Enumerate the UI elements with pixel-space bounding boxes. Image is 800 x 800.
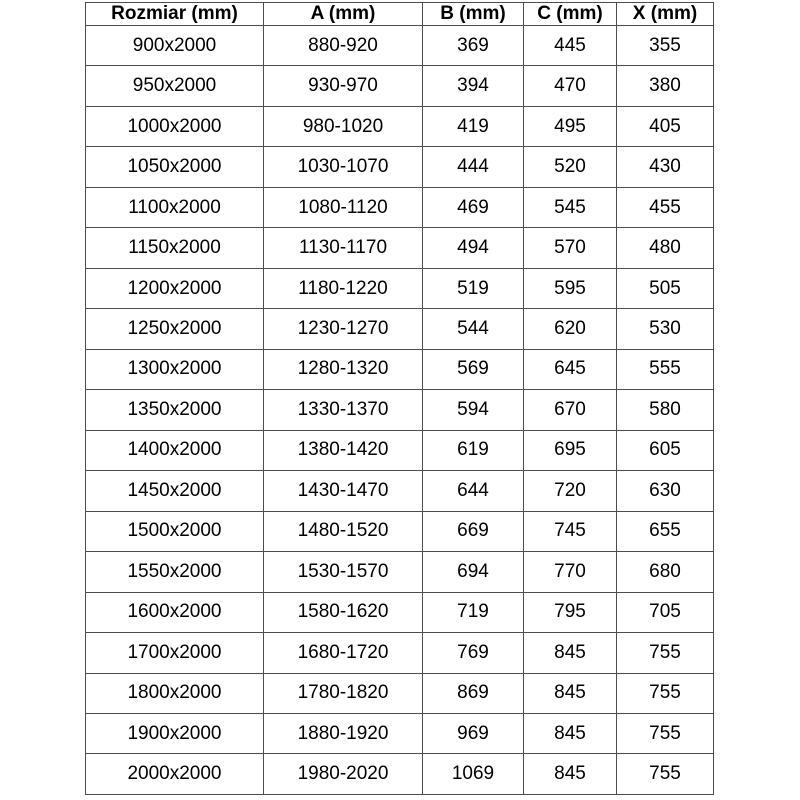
size-table-container — [85, 2, 713, 795]
table-row — [86, 106, 714, 146]
table-cell: 1150x2000 — [86, 228, 264, 268]
table-cell: 1780-1820 — [264, 673, 423, 713]
table-cell: 595 — [524, 268, 617, 308]
table-cell: 620 — [524, 309, 617, 349]
column-header: Rozmiar (mm) — [86, 3, 264, 26]
table-cell: 745 — [524, 511, 617, 551]
table-cell: 1700x2000 — [86, 633, 264, 673]
table-cell: 845 — [524, 633, 617, 673]
table-cell: 795 — [524, 592, 617, 632]
table-row — [86, 754, 714, 795]
table-cell: 770 — [524, 552, 617, 592]
column-header: B (mm) — [423, 3, 524, 26]
table-row — [86, 390, 714, 430]
table-cell: 1350x2000 — [86, 390, 264, 430]
table-cell: 444 — [423, 147, 524, 187]
table-cell: 845 — [524, 673, 617, 713]
table-cell: 445 — [524, 26, 617, 66]
table-cell: 755 — [617, 633, 714, 673]
table-cell: 845 — [524, 713, 617, 753]
table-cell: 1000x2000 — [86, 106, 264, 146]
table-row — [86, 228, 714, 268]
table-cell: 1380-1420 — [264, 430, 423, 470]
table-cell: 530 — [617, 309, 714, 349]
table-cell: 1430-1470 — [264, 471, 423, 511]
table-cell: 419 — [423, 106, 524, 146]
table-cell: 669 — [423, 511, 524, 551]
table-row — [86, 552, 714, 592]
table-cell: 605 — [617, 430, 714, 470]
table-cell: 2000x2000 — [86, 754, 264, 795]
table-cell: 594 — [423, 390, 524, 430]
table-cell: 1230-1270 — [264, 309, 423, 349]
table-cell: 455 — [617, 187, 714, 227]
table-cell: 720 — [524, 471, 617, 511]
table-cell: 705 — [617, 592, 714, 632]
table-row — [86, 309, 714, 349]
table-cell: 880-920 — [264, 26, 423, 66]
table-cell: 969 — [423, 713, 524, 753]
table-cell: 544 — [423, 309, 524, 349]
table-cell: 1330-1370 — [264, 390, 423, 430]
table-cell: 1030-1070 — [264, 147, 423, 187]
table-cell: 655 — [617, 511, 714, 551]
table-cell: 619 — [423, 430, 524, 470]
table-row — [86, 471, 714, 511]
table-row — [86, 147, 714, 187]
table-cell: 1680-1720 — [264, 633, 423, 673]
table-body — [86, 26, 714, 795]
table-cell: 769 — [423, 633, 524, 673]
table-cell: 494 — [423, 228, 524, 268]
table-cell: 1069 — [423, 754, 524, 795]
table-cell: 1980-2020 — [264, 754, 423, 795]
table-cell: 1130-1170 — [264, 228, 423, 268]
table-cell: 1600x2000 — [86, 592, 264, 632]
table-cell: 380 — [617, 66, 714, 106]
table-cell: 1450x2000 — [86, 471, 264, 511]
table-cell: 569 — [423, 349, 524, 389]
table-cell: 570 — [524, 228, 617, 268]
table-cell: 1080-1120 — [264, 187, 423, 227]
table-row — [86, 430, 714, 470]
table-cell: 355 — [617, 26, 714, 66]
table-cell: 519 — [423, 268, 524, 308]
table-header-row — [86, 3, 714, 26]
table-cell: 755 — [617, 673, 714, 713]
size-table — [85, 2, 714, 795]
table-cell: 1900x2000 — [86, 713, 264, 753]
table-cell: 520 — [524, 147, 617, 187]
table-row — [86, 349, 714, 389]
table-cell: 695 — [524, 430, 617, 470]
table-cell: 950x2000 — [86, 66, 264, 106]
table-header — [86, 3, 714, 26]
table-cell: 845 — [524, 754, 617, 795]
table-cell: 900x2000 — [86, 26, 264, 66]
table-cell: 1500x2000 — [86, 511, 264, 551]
column-header: X (mm) — [617, 3, 714, 26]
table-cell: 755 — [617, 754, 714, 795]
table-row — [86, 592, 714, 632]
table-cell: 719 — [423, 592, 524, 632]
table-cell: 469 — [423, 187, 524, 227]
table-cell: 505 — [617, 268, 714, 308]
table-cell: 405 — [617, 106, 714, 146]
table-cell: 495 — [524, 106, 617, 146]
table-row — [86, 66, 714, 106]
table-cell: 680 — [617, 552, 714, 592]
table-cell: 1280-1320 — [264, 349, 423, 389]
table-cell: 1200x2000 — [86, 268, 264, 308]
table-cell: 1300x2000 — [86, 349, 264, 389]
column-header: A (mm) — [264, 3, 423, 26]
table-cell: 394 — [423, 66, 524, 106]
table-cell: 1580-1620 — [264, 592, 423, 632]
table-row — [86, 713, 714, 753]
table-cell: 670 — [524, 390, 617, 430]
table-cell: 1530-1570 — [264, 552, 423, 592]
table-cell: 1100x2000 — [86, 187, 264, 227]
table-cell: 1800x2000 — [86, 673, 264, 713]
table-cell: 645 — [524, 349, 617, 389]
table-cell: 369 — [423, 26, 524, 66]
table-cell: 1550x2000 — [86, 552, 264, 592]
table-cell: 755 — [617, 713, 714, 753]
table-cell: 1400x2000 — [86, 430, 264, 470]
table-row — [86, 187, 714, 227]
table-row — [86, 511, 714, 551]
table-cell: 580 — [617, 390, 714, 430]
table-cell: 869 — [423, 673, 524, 713]
table-cell: 1050x2000 — [86, 147, 264, 187]
table-cell: 555 — [617, 349, 714, 389]
table-cell: 1880-1920 — [264, 713, 423, 753]
table-row — [86, 26, 714, 66]
table-cell: 480 — [617, 228, 714, 268]
table-cell: 630 — [617, 471, 714, 511]
table-row — [86, 268, 714, 308]
table-row — [86, 673, 714, 713]
table-cell: 644 — [423, 471, 524, 511]
table-cell: 930-970 — [264, 66, 423, 106]
table-cell: 1250x2000 — [86, 309, 264, 349]
table-cell: 545 — [524, 187, 617, 227]
table-cell: 1180-1220 — [264, 268, 423, 308]
table-row — [86, 633, 714, 673]
table-cell: 694 — [423, 552, 524, 592]
table-cell: 470 — [524, 66, 617, 106]
table-cell: 1480-1520 — [264, 511, 423, 551]
column-header: C (mm) — [524, 3, 617, 26]
table-cell: 430 — [617, 147, 714, 187]
table-cell: 980-1020 — [264, 106, 423, 146]
